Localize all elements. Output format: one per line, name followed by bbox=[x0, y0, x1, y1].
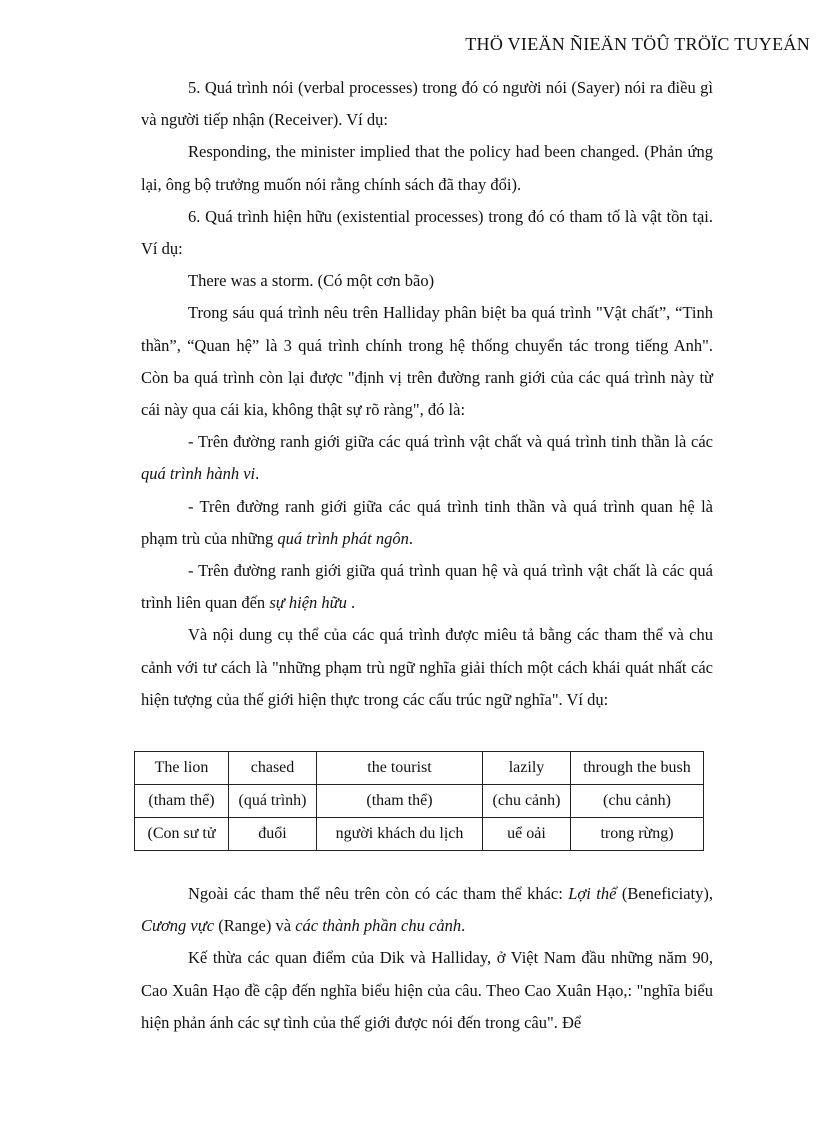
example-table bbox=[134, 751, 704, 851]
body-text-continued bbox=[141, 878, 713, 1039]
table-cell: (tham thể) bbox=[317, 785, 483, 818]
table-cell: the tourist bbox=[317, 752, 483, 785]
paragraph-text: - Trên đường ranh giới giữa quá trình quan hệ và quá trình vật chất là các quá trình liên quan đến bbox=[141, 561, 713, 613]
body-text bbox=[141, 72, 713, 716]
table-cell: (quá trình) bbox=[229, 785, 317, 818]
italic-term: Cương vực bbox=[141, 916, 215, 936]
table-cell: trong rừng) bbox=[571, 818, 704, 851]
paragraph bbox=[141, 878, 713, 942]
table-row bbox=[135, 818, 704, 851]
paragraph: Responding, the minister implied that the policy had been changed. (Phản ứng lại, ông bộ trưởng muốn nói rằng chính sách đã thay đổi). bbox=[141, 142, 713, 194]
table-cell: (Con sư tử bbox=[135, 818, 229, 851]
table-cell: (chu cảnh) bbox=[571, 785, 704, 818]
table-cell: chased bbox=[229, 752, 317, 785]
table-cell: (chu cảnh) bbox=[483, 785, 571, 818]
italic-term: các thành phần chu cảnh bbox=[295, 916, 462, 936]
paragraph bbox=[141, 491, 713, 555]
table-cell: đuổi bbox=[229, 818, 317, 851]
paragraph bbox=[141, 426, 713, 490]
table-cell: người khách du lịch bbox=[317, 818, 483, 851]
paragraph: Kế thừa các quan điểm của Dik và Halliday, ở Việt Nam đầu những năm 90, Cao Xuân Hạo đề cập đến nghĩa biểu hiện của câu. Theo Cao Xuân Hạo,: "nghĩa biểu hiện phản ánh các sự tình của thế giới được nói đến trong câu". Để bbox=[141, 948, 713, 1032]
table-cell: lazily bbox=[483, 752, 571, 785]
table-cell: (tham thể) bbox=[135, 785, 229, 818]
italic-term: Lợi thể bbox=[568, 884, 617, 903]
table-row bbox=[135, 785, 704, 818]
paragraph-text: . bbox=[255, 464, 260, 484]
paragraph: There was a storm. (Có một cơn bão) bbox=[188, 271, 435, 291]
paragraph-text: . bbox=[408, 528, 414, 548]
table-cell: through the bush bbox=[571, 752, 704, 785]
page-header: THÖ VIEÄN ÑIEÄN TÖÛ TRÖÏC TUYEÁN bbox=[465, 34, 810, 54]
italic-term: quá trình phát ngôn bbox=[277, 528, 409, 548]
paragraph: Trong sáu quá trình nêu trên Halliday phân biệt ba quá trình "Vật chất”, “Tinh thần”, “Quan hệ” là 3 quá trình chính trong hệ thống chuyển tác trong tiếng Anh". Còn ba quá trình còn lại được "định vị trên đường ranh giới của các quá trình này từ cái này qua cái kia, không thật sự rõ ràng", đó là: bbox=[141, 303, 713, 420]
paragraph: Và nội dung cụ thể của các quá trình được miêu tả bằng các tham thể và chu cảnh với tư cách là "những phạm trù ngữ nghĩa giải thích một cách khái quát nhất các hiện tượng của thế giới hiện thực trong các cấu trúc ngữ nghĩa". Ví dụ: bbox=[141, 625, 713, 709]
italic-term: quá trình hành vi bbox=[141, 464, 256, 484]
paragraph-text: Ngoài các tham thể nêu trên còn có các tham thể khác: bbox=[188, 884, 569, 903]
paragraph-text: - Trên đường ranh giới giữa các quá trình tinh thần và quá trình quan hệ là phạm trù của những bbox=[141, 496, 713, 548]
paragraph-text: (Range) và bbox=[214, 916, 296, 936]
table-row bbox=[135, 752, 704, 785]
paragraph: 5. Quá trình nói (verbal processes) trong đó có người nói (Sayer) nói ra điều gì và người tiếp nhận (Receiver). Ví dụ: bbox=[141, 78, 713, 130]
paragraph-text: . bbox=[461, 916, 466, 936]
paragraph-text: . bbox=[346, 593, 356, 613]
table-cell: The lion bbox=[135, 752, 229, 785]
table-cell: uể oải bbox=[483, 818, 571, 851]
italic-term: sự hiện hữu bbox=[269, 593, 347, 613]
paragraph bbox=[141, 555, 713, 619]
paragraph-text: - Trên đường ranh giới giữa các quá trình vật chất và quá trình tinh thần là các bbox=[188, 432, 713, 452]
paragraph: 6. Quá trình hiện hữu (existential processes) trong đó có tham tố là vật tồn tại. Ví dụ: bbox=[141, 206, 713, 259]
paragraph-text: (Beneficiaty), bbox=[616, 884, 713, 903]
